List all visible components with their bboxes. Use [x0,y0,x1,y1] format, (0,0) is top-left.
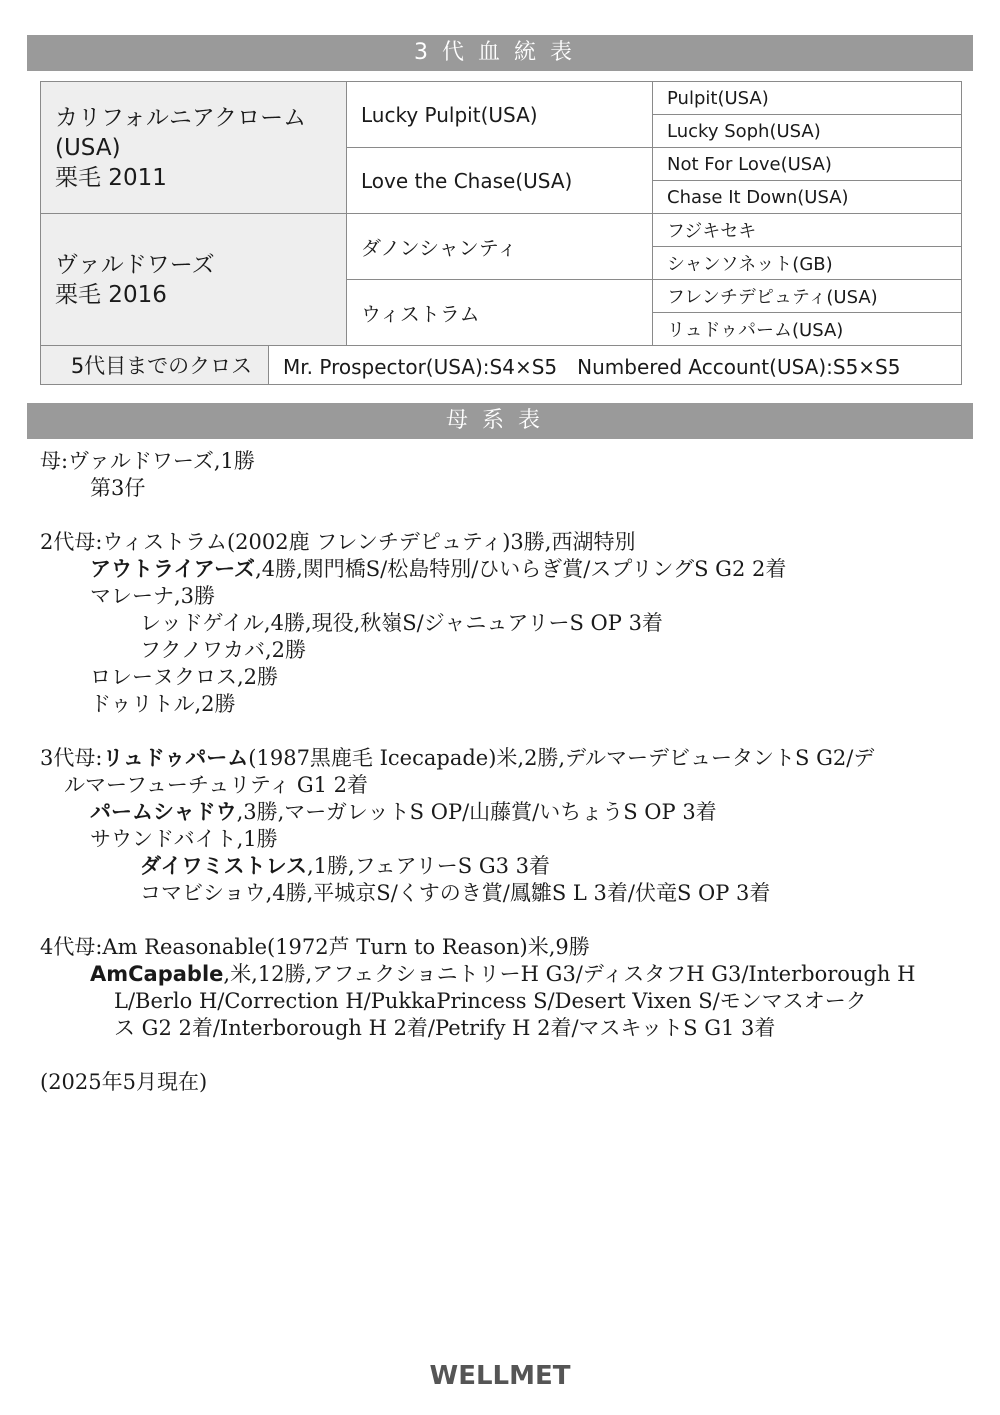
horse-name: レッドゲイル [140,611,264,635]
dam-dam-sire: フレンチデピュティ(USA) [653,280,962,313]
gen2-grandchild-2: フクノワカバ,2勝 [140,638,306,662]
pedigree-table [40,81,962,385]
horse-name: ダイワミストレス [140,854,307,878]
gen2-child-3: ロレーヌクロス,2勝 [90,665,279,689]
gen2-child-1 [40,556,965,583]
sire-dam-sire: Not For Love(USA) [653,148,962,181]
as-of-date: (2025年5月現在) [40,1070,208,1094]
record: ,4勝,平城京S/くすのき賞/鳳雛S L 3着/伏竜S OP 3着 [265,881,771,905]
dam-cell [41,214,347,346]
dam-dam-dam: リュドゥパーム(USA) [653,313,962,346]
dam-foal: 第3仔 [90,476,146,500]
gen3-child-2: サウンドバイト,1勝 [90,827,278,851]
gen2-grandchild-1 [40,610,965,637]
dam-sire-dam: シャンソネット(GB) [653,247,962,280]
family-section [40,448,965,1096]
record: ,1勝,フェアリーS G3 3着 [306,854,551,878]
horse-name: AmCapable [90,962,224,986]
horse-name: リュドゥパーム [102,746,249,770]
gen4-child-1 [40,961,965,988]
cross-label: 5代目までのクロス [41,346,269,385]
gen2-child-2: マレーナ,3勝 [90,584,216,608]
horse-name: パームシャドウ [90,800,237,824]
gen2-child-4: ドゥリトル,2勝 [90,692,236,716]
record: ,米,12勝,アフェクショニトリーH G3/ディスタフH G3/Interborough H [223,962,916,986]
gen-prefix: 3代母: [40,746,103,770]
family-header: 母系表 [27,403,973,439]
dam-sire-sire: フジキセキ [653,214,962,247]
gen3-line [40,745,965,772]
cross-value: Mr. Prospector(USA):S4×S5 Numbered Account(USA):S5×S5 [269,346,962,385]
sire-sire-dam: Lucky Soph(USA) [653,115,962,148]
gen4-child-1-cont: L/Berlo H/Correction H/PukkaPrincess S/Desert Vixen S/モンマスオーク [114,989,867,1013]
sire-origin: (USA) [55,134,121,161]
wellmet-logo: WELLMET [429,1361,571,1391]
horse-name: アウトライアーズ [90,557,256,581]
dam-line: 母:ヴァルドワーズ,1勝 [40,449,255,473]
gen4-child-1-cont2: ス G2 2着/Interborough H 2着/Petrify H 2着/マスキットS G1 3着 [114,1016,776,1040]
sire-coat-year: 栗毛 2011 [55,164,167,191]
sire-dam-dam: Chase It Down(USA) [653,181,962,214]
record: ,4勝,現役,秋嶺S/ジャニュアリーS OP 3着 [263,611,663,635]
dam-coat-year: 栗毛 2016 [55,281,167,308]
dam-sire: ダノンシャンティ [347,214,653,280]
gen2-line: 2代母:ウィストラム(2002鹿 フレンチデピュティ)3勝,西湖特別 [40,530,636,554]
dam-dam: ウィストラム [347,280,653,346]
gen3-grandchild-2 [40,880,965,907]
dam-name: ヴァルドワーズ [55,251,215,278]
sire-sire: Lucky Pulpit(USA) [347,82,653,148]
sire-dam: Love the Chase(USA) [347,148,653,214]
gen3-line-cont: ルマーフューチュリティ G1 2着 [64,773,369,797]
pedigree-header: 3代血統表 [27,35,973,71]
sire-cell [41,82,347,214]
record: (1987黒鹿毛 Icecapade)米,2勝,デルマーデビュータントS G2/デ [248,746,875,770]
gen4-line: 4代母:Am Reasonable(1972芦 Turn to Reason)米,9勝 [40,935,590,959]
gen3-grandchild-1 [40,853,965,880]
record: ,4勝,関門橋S/松島特別/ひいらぎ賞/スプリングS G2 2着 [255,557,787,581]
record: ,3勝,マーガレットS OP/山藤賞/いちょうS OP 3着 [236,800,717,824]
sire-sire-sire: Pulpit(USA) [653,82,962,115]
horse-name: コマビショウ [140,881,266,905]
sire-name: カリフォルニアクローム [55,104,307,131]
gen3-child-1 [40,799,965,826]
